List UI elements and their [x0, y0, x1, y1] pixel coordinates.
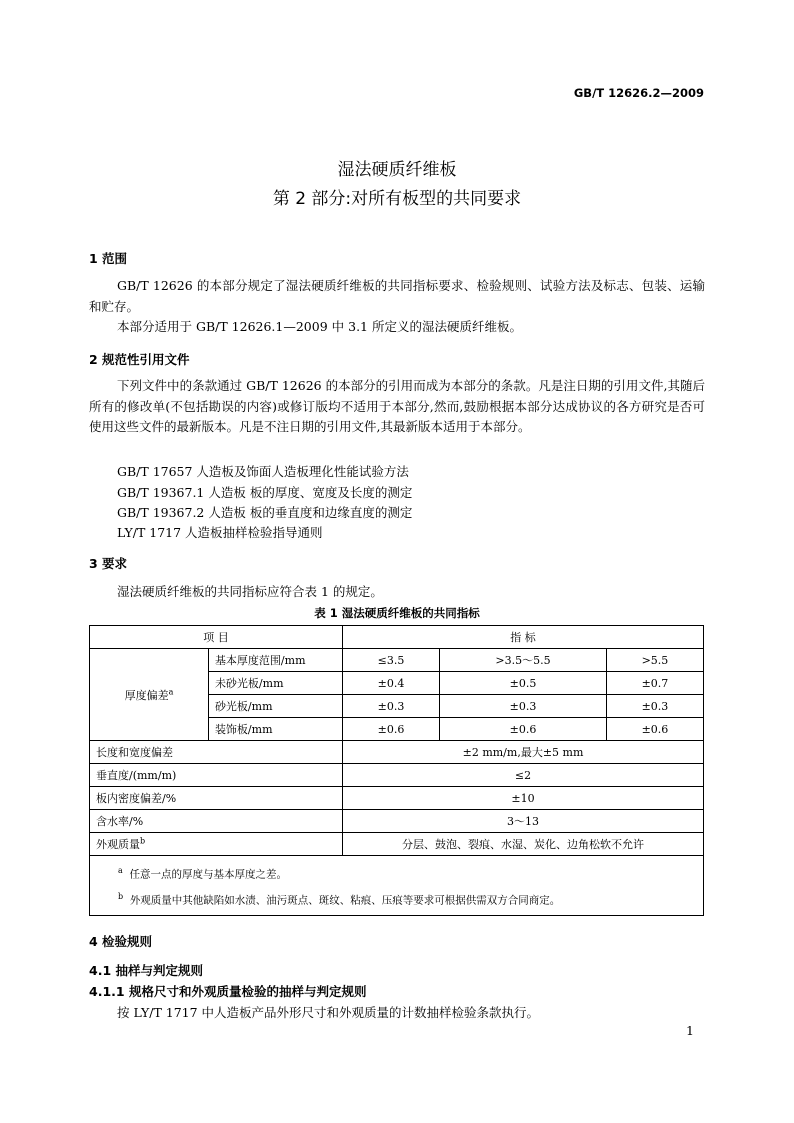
table-cell: ±0.7: [606, 672, 703, 695]
thick-row-label: 未砂光板/mm: [208, 672, 342, 695]
table-cell: ±0.6: [440, 718, 607, 741]
row-label: 外观质量$^b$: [90, 833, 343, 856]
row-label: 板内密度偏差/%: [90, 787, 343, 810]
table-cell: >3.5～5.5: [440, 649, 607, 672]
table-cell: ±0.6: [343, 718, 440, 741]
section41-heading: 4.1 抽样与判定规则: [89, 963, 203, 978]
section1-para1: GB/T 12626 的本部分规定了湿法硬质纤维板的共同指标要求、检验规则、试验方法及标志、包装、运输和贮存。: [89, 278, 705, 314]
table-cell: ±0.3: [343, 695, 440, 718]
ref-item: GB/T 17657 人造板及饰面人造板理化性能试验方法: [117, 464, 409, 479]
table-notes: [90, 856, 704, 916]
table-note: $^b$ 外观质量中其他缺陷如水渍、油污斑点、斑纹、粘痕、压痕等要求可根据供需双方合同商定。: [118, 891, 561, 906]
table-cell: ±0.4: [343, 672, 440, 695]
table-cell: ≤2: [343, 764, 704, 787]
standard-code: GB/T 12626.2—2009: [573, 86, 704, 100]
section411-heading: 4.1.1 规格尺寸和外观质量检验的抽样与判定规则: [89, 984, 367, 999]
section2-para1: 下列文件中的条款通过 GB/T 12626 的本部分的引用而成为本部分的条款。凡是注日期的引用文件,其随后所有的修改单(不包括勘误的内容)或修订版均不适用于本部分,然而,鼓励根据本部分达成协议的各方研究是否可使用这些文件的最新版本。凡是不注日期的引用文件,其最新版本适用于本部分。: [89, 378, 705, 434]
section1-heading: 1 范围: [89, 251, 128, 266]
table-head-item: 项 目: [90, 626, 343, 649]
section4-heading: 4 检验规则: [89, 934, 153, 949]
table-cell: ±10: [343, 787, 704, 810]
table-cell: ±0.3: [606, 695, 703, 718]
thick-row-label: 基本厚度范围/mm: [208, 649, 342, 672]
section3-para1: 湿法硬质纤维板的共同指标应符合表 1 的规定。: [117, 584, 383, 599]
thick-row-label: 装饰板/mm: [208, 718, 342, 741]
table-cell: ±0.6: [606, 718, 703, 741]
table-cell: 3～13: [343, 810, 704, 833]
title-line2: 第 2 部分:对所有板型的共同要求: [272, 189, 522, 209]
table-cell: ±0.5: [440, 672, 607, 695]
table-cell: ≤3.5: [343, 649, 440, 672]
row-label: 垂直度/(mm/m): [90, 764, 343, 787]
table-cell: 分层、鼓泡、裂痕、水湿、炭化、边角松软不允许: [343, 833, 704, 856]
row-label: 长度和宽度偏差: [90, 741, 343, 764]
thick-label-cell: 厚度偏差$^a$: [90, 649, 209, 741]
table-cell: ±0.3: [440, 695, 607, 718]
spec-table: [89, 625, 704, 916]
ref-item: LY/T 1717 人造板抽样检验指导通则: [117, 525, 323, 540]
section3-heading: 3 要求: [89, 556, 128, 571]
table-cell: ±2 mm/m,最大±5 mm: [343, 741, 704, 764]
section2-heading: 2 规范性引用文件: [89, 352, 190, 367]
table-cell: >5.5: [606, 649, 703, 672]
thick-row-label: 砂光板/mm: [208, 695, 342, 718]
table-head-index: 指 标: [343, 626, 704, 649]
page-number: 1: [686, 1023, 694, 1038]
ref-item: GB/T 19367.2 人造板 板的垂直度和边缘直度的测定: [117, 505, 413, 520]
section1-para2: 本部分适用于 GB/T 12626.1—2009 中 3.1 所定义的湿法硬质纤维板。: [117, 319, 522, 334]
table-note: $^a$ 任意一点的厚度与基本厚度之差。: [118, 866, 287, 881]
title-line1: 湿法硬质纤维板: [337, 160, 457, 180]
table-caption: 表 1 湿法硬质纤维板的共同指标: [314, 606, 480, 620]
section411-para: 按 LY/T 1717 中人造板产品外形尺寸和外观质量的计数抽样检验条款执行。: [117, 1005, 540, 1020]
row-label: 含水率/%: [90, 810, 343, 833]
ref-item: GB/T 19367.1 人造板 板的厚度、宽度及长度的测定: [117, 485, 413, 500]
